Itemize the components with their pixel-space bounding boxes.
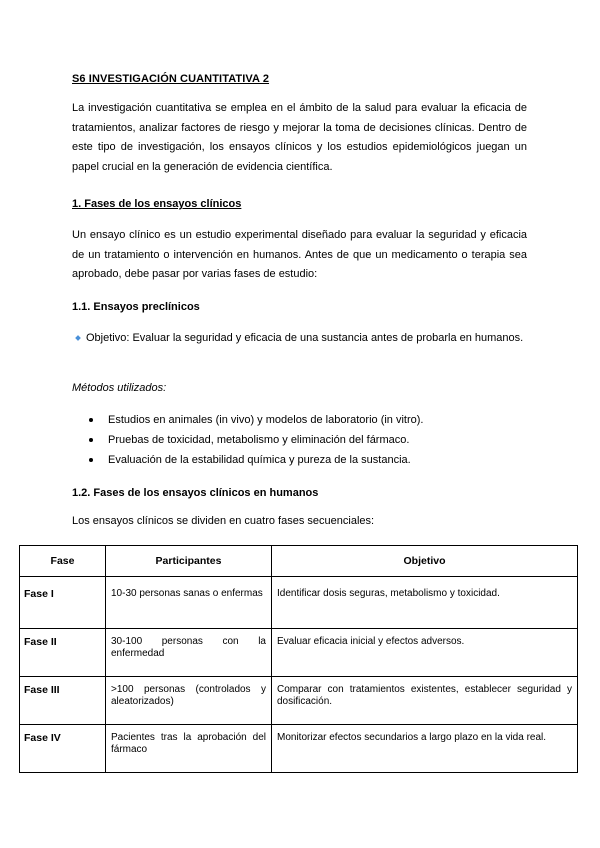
fases-intro-text: Los ensayos clínicos se dividen en cuatro fases secuenciales: [72,515,375,527]
cell-objetivo: Evaluar eficacia inicial y efectos adversos. [272,629,578,677]
table-row [20,677,578,725]
header-participantes: Participantes [106,546,272,577]
table-row [20,629,578,677]
subsection-heading-preclinicos: 1.1. Ensayos preclínicos [72,301,200,313]
table-row [20,725,578,773]
intro-paragraph: La investigación cuantitativa se emplea en el ámbito de la salud para evaluar la eficacia de tratamientos, analizar factores de riesgo y mejorar la toma de decisiones clínicas. Dentro de este tipo de investigación, los ensayos clínicos y los estudios epidemiológicos juegan un papel crucial en la generación de evidencia científica. [72,102,527,173]
cell-participantes: 10-30 personas sanas o enfermas [106,577,272,629]
list-item [72,450,423,470]
cell-fase: Fase I [20,577,106,629]
cell-objetivo: Comparar con tratamientos existentes, establecer seguridad y dosificación. [272,677,578,725]
subsection-heading-fases-humanos: 1.2. Fases de los ensayos clínicos en humanos [72,487,319,499]
section-fases-paragraph: Un ensayo clínico es un estudio experimental diseñado para evaluar la seguridad y eficacia de un tratamiento o intervención en humanos. Antes de que un medicamento o terapia sea aprobado, debe pasar por varias fases de estudio: [72,229,527,280]
cell-fase: Fase II [20,629,106,677]
table-header-row [20,546,578,577]
section-heading-fases: 1. Fases de los ensayos clínicos [72,198,242,210]
list-item-text: Estudios en animales (in vivo) y modelos de laboratorio (in vitro). [108,414,424,426]
methods-label: Métodos utilizados: [72,382,167,394]
diamond-bullet-icon [75,335,81,341]
bullet-dot-icon [89,418,93,422]
list-item-text: Evaluación de la estabilidad química y pureza de la sustancia. [108,454,411,466]
header-fase: Fase [20,546,106,577]
list-item [72,410,423,430]
cell-fase: Fase IV [20,725,106,773]
header-objetivo: Objetivo [272,546,578,577]
bullet-dot-icon [89,458,93,462]
objective-text: Objetivo: Evaluar la seguridad y eficacia de una sustancia antes de probarla en humanos. [86,332,524,344]
cell-participantes: 30-100 personas con la enfermedad [106,629,272,677]
document-title: S6 INVESTIGACIÓN CUANTITATIVA 2 [72,73,270,85]
list-item-text: Pruebas de toxicidad, metabolismo y eliminación del fármaco. [108,434,410,446]
objective-paragraph [72,329,527,349]
bullet-dot-icon [89,438,93,442]
cell-objetivo: Identificar dosis seguras, metabolismo y toxicidad. [272,577,578,629]
cell-participantes: >100 personas (controlados y aleatorizados) [106,677,272,725]
methods-list [72,410,423,470]
table-row [20,577,578,629]
cell-objetivo: Monitorizar efectos secundarios a largo plazo en la vida real. [272,725,578,773]
list-item [72,430,423,450]
cell-fase: Fase III [20,677,106,725]
cell-participantes: Pacientes tras la aprobación del fármaco [106,725,272,773]
phases-table [19,545,578,773]
